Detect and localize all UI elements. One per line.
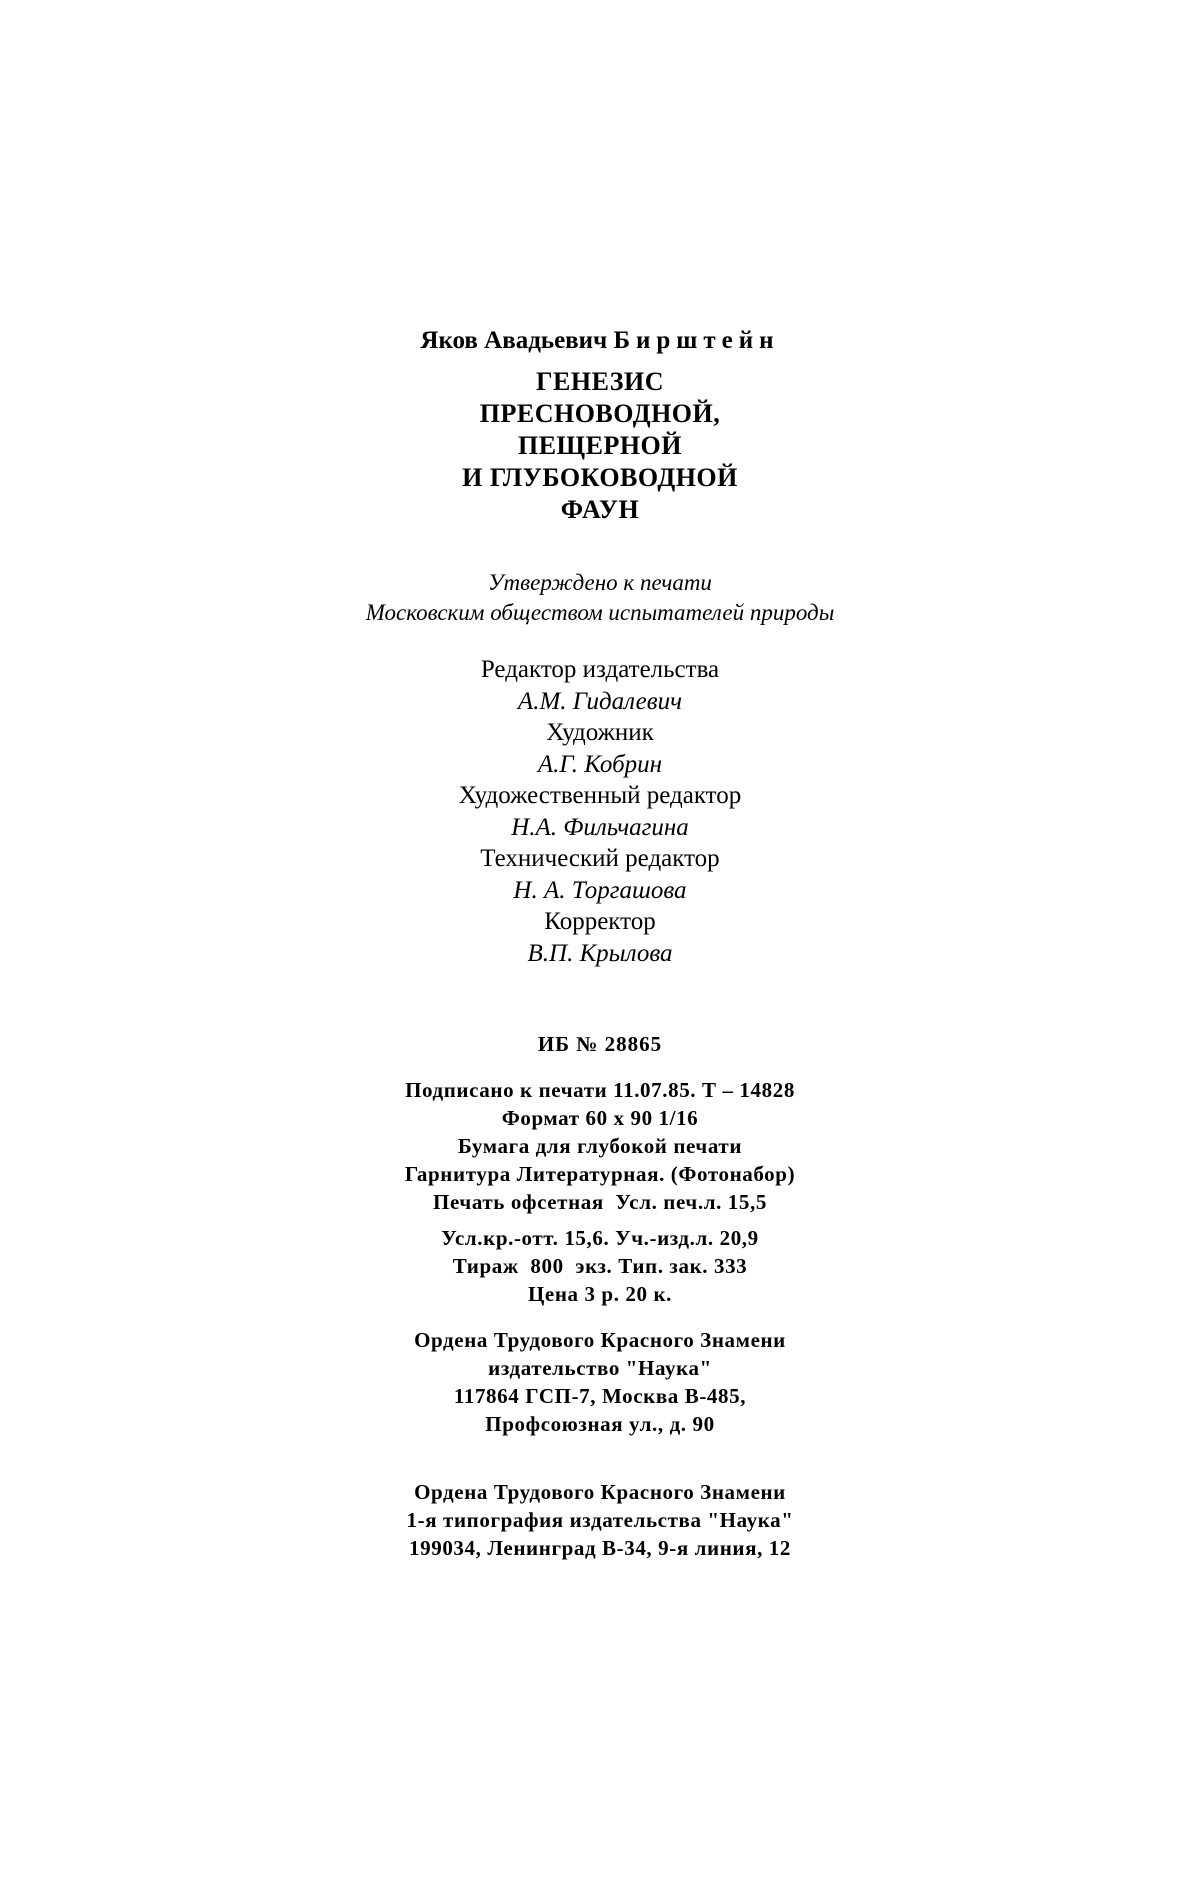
- imprint-line: Печать офсетная Усл. печ.л. 15,5: [433, 1190, 767, 1214]
- publisher-line: Профсоюзная ул., д. 90: [485, 1412, 715, 1436]
- credit-person: Н. А. Торгашова: [513, 876, 687, 904]
- publisher-block: [0, 1326, 1200, 1438]
- approval-line: Утверждено к печати: [488, 570, 712, 595]
- publisher-line: Ордена Трудового Красного Знамени: [414, 1328, 786, 1352]
- credits-block: [0, 654, 1200, 969]
- title-line: ГЕНЕЗИС: [536, 367, 664, 396]
- imprint-line: Подписано к печати 11.07.85. Т – 14828: [405, 1078, 795, 1102]
- print-run-line: Усл.кр.-отт. 15,6. Уч.-изд.л. 20,9: [441, 1226, 759, 1250]
- credit-person: А.Г. Кобрин: [537, 750, 663, 778]
- title-line: ФАУН: [560, 495, 640, 524]
- credit-role: Корректор: [544, 908, 656, 935]
- credit-role: Художник: [546, 719, 654, 746]
- author-line: [0, 326, 1200, 356]
- approval-note: [0, 568, 1200, 628]
- price-line: Цена 3 р. 20 к.: [527, 1282, 673, 1306]
- credit-role: Художественный редактор: [458, 782, 742, 809]
- publisher-line: 117864 ГСП-7, Москва В-485,: [453, 1384, 747, 1408]
- imprint-line: Формат 60 х 90 1/16: [501, 1106, 699, 1130]
- title-line: ПРЕСНОВОДНОЙ,: [479, 399, 721, 428]
- printer-line: 199034, Ленинград В-34, 9-я линия, 12: [409, 1536, 791, 1560]
- credit-person: А.М. Гидалевич: [517, 687, 683, 715]
- print-run-block: [0, 1224, 1200, 1308]
- printer-line: 1-я типография издательства "Наука": [406, 1508, 794, 1532]
- publisher-line: издательство "Наука": [488, 1356, 712, 1380]
- credit-role: Технический редактор: [480, 845, 720, 872]
- title-line: И ГЛУБОКОВОДНОЙ: [462, 463, 738, 492]
- credit-person: В.П. Крылова: [527, 939, 673, 967]
- imprint-block: [0, 1076, 1200, 1216]
- book-title: [0, 366, 1200, 526]
- imprint-line: Бумага для глубокой печати: [457, 1134, 743, 1158]
- author-name: Яков Авадьевич: [420, 327, 608, 354]
- credit-role: Редактор издательства: [480, 656, 720, 683]
- author-surname: Бирштейн: [613, 327, 780, 354]
- printer-block: [0, 1478, 1200, 1562]
- printer-line: Ордена Трудового Красного Знамени: [414, 1480, 786, 1504]
- credit-person: Н.А. Фильчагина: [511, 813, 689, 841]
- imprint-line: Гарнитура Литературная. (Фотонабор): [404, 1162, 796, 1186]
- title-line: ПЕЩЕРНОЙ: [517, 431, 682, 460]
- print-run-line: Тираж 800 экз. Тип. зак. 333: [452, 1254, 748, 1278]
- ib-number: ИБ № 28865: [537, 1032, 663, 1056]
- approval-line: Московским обществом испытателей природы: [365, 600, 835, 625]
